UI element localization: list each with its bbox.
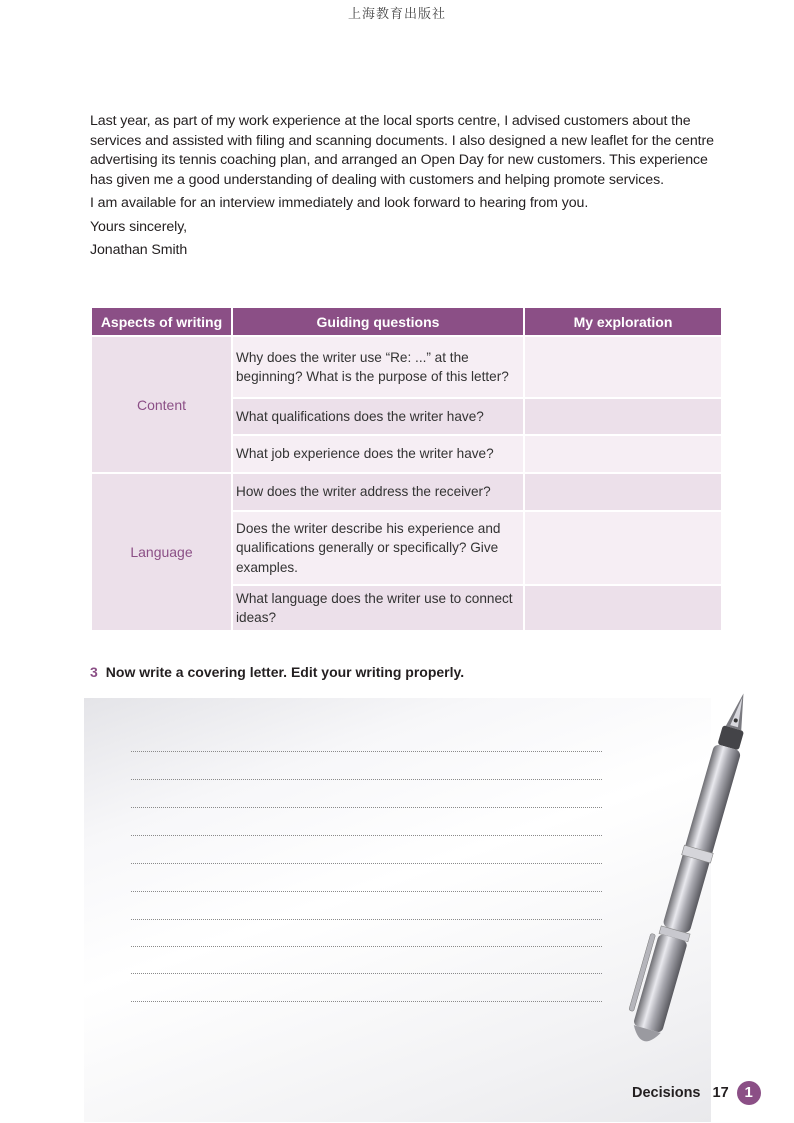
answer-cell[interactable] — [524, 511, 722, 585]
aspect-content: Content — [91, 336, 232, 473]
guiding-questions-table — [90, 306, 723, 632]
question-cell: How does the writer address the receiver? — [232, 473, 524, 511]
unit-number-badge: 1 — [737, 1081, 761, 1105]
header-aspects: Aspects of writing — [91, 307, 232, 336]
fountain-pen-icon — [610, 680, 770, 1080]
publisher-header: 上海教育出版社 — [347, 7, 446, 22]
answer-cell[interactable] — [524, 398, 722, 435]
task-number: 3 — [90, 664, 98, 680]
writing-line[interactable] — [131, 779, 602, 780]
writing-line[interactable] — [131, 751, 602, 752]
letter-signature: Jonathan Smith — [90, 242, 188, 258]
writing-line[interactable] — [131, 973, 602, 974]
unit-title: Decisions — [632, 1085, 701, 1101]
header-my-exploration: My exploration — [524, 307, 722, 336]
writing-line[interactable] — [131, 946, 602, 947]
table-row — [91, 473, 722, 511]
question-cell: What qualifications does the writer have? — [232, 398, 524, 435]
table-header-row — [91, 307, 722, 336]
answer-cell[interactable] — [524, 585, 722, 631]
writing-line[interactable] — [131, 835, 602, 836]
writing-line[interactable] — [131, 1001, 602, 1002]
writing-line[interactable] — [131, 919, 602, 920]
letter-body — [90, 112, 720, 265]
question-cell: What language does the writer use to connect ideas? — [232, 585, 524, 631]
answer-cell[interactable] — [524, 473, 722, 511]
letter-paragraph: Last year, as part of my work experience at the local sports centre, I advised customers about the services and assisted with filing and scanning documents. I also designed a new leaflet for the centre advertising its tennis coaching plan, and arranged an Open Day for new customers. This experience has given me a good understanding of dealing with customers and helping promote services. — [90, 113, 714, 188]
writing-line[interactable] — [131, 891, 602, 892]
task-instruction — [90, 664, 464, 680]
table-row — [91, 336, 722, 398]
answer-cell[interactable] — [524, 336, 722, 398]
question-cell: Why does the writer use “Re: ...” at the beginning? What is the purpose of this letter? — [232, 336, 524, 398]
letter-closing: Yours sincerely, — [90, 218, 187, 235]
aspect-language: Language — [91, 473, 232, 631]
letter-paragraph: I am available for an interview immediately and look forward to hearing from you. — [90, 195, 589, 211]
writing-line[interactable] — [131, 863, 602, 864]
page-number: 17 — [712, 1085, 729, 1101]
writing-line[interactable] — [131, 807, 602, 808]
task-text: Now write a covering letter. Edit your writing properly. — [105, 664, 465, 680]
answer-cell[interactable] — [524, 435, 722, 473]
page-footer — [632, 1081, 761, 1105]
header-guiding-questions: Guiding questions — [232, 307, 524, 336]
question-cell: What job experience does the writer have? — [232, 435, 524, 473]
question-cell: Does the writer describe his experience and qualifications generally or specifically? Give examples. — [232, 511, 524, 585]
